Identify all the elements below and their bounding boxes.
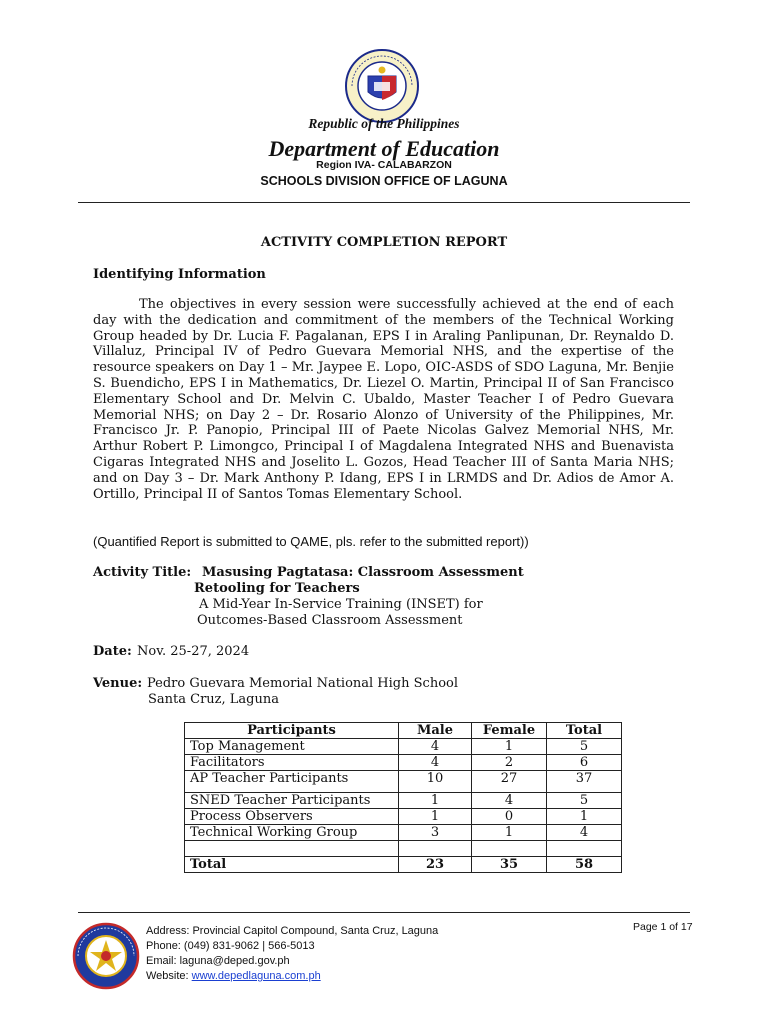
cell-total: 1 <box>547 809 622 825</box>
region-label: Region IVA- CALABARZON <box>316 159 452 171</box>
total-label: Total <box>185 857 399 873</box>
report-title: ACTIVITY COMPLETION REPORT <box>260 235 508 250</box>
participants-table <box>184 722 622 873</box>
activity-subtitle-line2: Outcomes-Based Classroom Assessment <box>197 613 463 628</box>
cell-label: Facilitators <box>185 755 399 771</box>
cell-empty <box>399 841 472 857</box>
cell-male: 1 <box>399 809 472 825</box>
cell-label: AP Teacher Participants <box>185 771 399 793</box>
cell-female: 27 <box>472 771 547 793</box>
activity-subtitle-line1: A Mid-Year In-Service Training (INSET) for <box>199 597 483 612</box>
cell-male: 10 <box>399 771 472 793</box>
footer-address: Address: Provincial Capitol Compound, Santa Cruz, Laguna <box>146 925 439 937</box>
department-heading: Department of Education <box>268 136 500 161</box>
col-header-participants: Participants <box>185 723 399 739</box>
venue-label: Venue: <box>93 676 143 691</box>
cell-female: 0 <box>472 809 547 825</box>
cell-empty <box>547 841 622 857</box>
identifying-heading: Identifying Information <box>93 267 266 282</box>
division-label: SCHOOLS DIVISION OFFICE OF LAGUNA <box>260 174 508 188</box>
deped-seal-logo <box>344 48 420 124</box>
website-link[interactable]: www.depedlaguna.com.ph <box>191 970 321 982</box>
cell-total: 6 <box>547 755 622 771</box>
footer-phone: Phone: (049) 831-9062 | 566-5013 <box>146 940 315 952</box>
cell-empty <box>472 841 547 857</box>
activity-label: Activity Title: <box>93 565 192 580</box>
table-row-blank <box>185 841 622 857</box>
cell-empty <box>185 841 399 857</box>
cell-label: Top Management <box>185 739 399 755</box>
cell-female: 2 <box>472 755 547 771</box>
venue-line1: Pedro Guevara Memorial National High School <box>147 676 459 691</box>
col-header-total: Total <box>547 723 622 739</box>
cell-female: 4 <box>472 793 547 809</box>
cell-female: 1 <box>472 739 547 755</box>
cell-male: 4 <box>399 739 472 755</box>
activity-title-line2: Retooling for Teachers <box>194 581 360 596</box>
header-divider <box>78 202 690 203</box>
venue-line2: Santa Cruz, Laguna <box>148 692 279 707</box>
cell-male: 4 <box>399 755 472 771</box>
footer-divider <box>78 912 690 913</box>
table-total-row <box>185 857 622 873</box>
date-label: Date: <box>93 644 132 659</box>
table-row <box>185 793 622 809</box>
total-female: 35 <box>472 857 547 873</box>
cell-total: 37 <box>547 771 622 793</box>
cell-label: SNED Teacher Participants <box>185 793 399 809</box>
cell-female: 1 <box>472 825 547 841</box>
activity-title-line1: Masusing Pagtatasa: Classroom Assessment <box>202 565 524 580</box>
cell-total: 4 <box>547 825 622 841</box>
table-header-row <box>185 723 622 739</box>
table-row <box>185 771 622 793</box>
col-header-female: Female <box>472 723 547 739</box>
date-value: Nov. 25-27, 2024 <box>137 644 250 659</box>
identifying-paragraph: The objectives in every session were successfully achieved at the end of each day with the dedication and commitment of the members of the Technical Working Group headed by Dr. Lucia F. Pagalanan, EPS I in Araling Panlipunan, Dr. Reynaldo D. Villaluz, Principal IV of Pedro Guevara Memorial NHS, and the expertise of the resource speakers on Day 1 – Mr. Jaypee E. Lopo, OIC-ASDS of SDO Laguna, Mr. Benjie S. Buendicho, EPS I in Mathematics, Dr. Liezel O. Martin, Principal II of San Francisco Elementary School and Dr. Melvin C. Ubaldo, Master Teacher I of Pedro Guevara Memorial NHS; on Day 2 – Dr. Rosario Alonzo of University of the Philippines, Mr. Francisco Jr. P. Panopio, Principal III of Paete Nicolas Galvez Memorial NHS, Mr. Arthur Robert P. Limongco, Principal I of Magdalena Integrated NHS and Buenavista Cigaras Integrated NHS and Joselito L. Gozos, Head Teacher III of Santa Maria NHS; and on Day 3 – Dr. Mark Anthony P. Idang, EPS I in LRMDS and Dr. Adios de Amor A. Ortillo, Principal II of Santos Tomas Elementary School. <box>93 297 674 502</box>
table-row <box>185 755 622 771</box>
cell-male: 1 <box>399 793 472 809</box>
division-seal-logo <box>72 922 140 990</box>
cell-male: 3 <box>399 825 472 841</box>
footer-website-row <box>146 970 321 982</box>
table-row <box>185 809 622 825</box>
cell-total: 5 <box>547 739 622 755</box>
table-row <box>185 825 622 841</box>
cell-label: Technical Working Group <box>185 825 399 841</box>
total-male: 23 <box>399 857 472 873</box>
footer-email: Email: laguna@deped.gov.ph <box>146 955 290 967</box>
quantified-note: (Quantified Report is submitted to QAME, pls. refer to the submitted report)) <box>93 534 529 549</box>
page-number: Page 1 of 17 <box>633 921 693 933</box>
total-total: 58 <box>547 857 622 873</box>
cell-label: Process Observers <box>185 809 399 825</box>
col-header-male: Male <box>399 723 472 739</box>
table-row <box>185 739 622 755</box>
cell-total: 5 <box>547 793 622 809</box>
footer-website-label: Website: <box>146 970 192 982</box>
republic-heading: Republic of the Philippines <box>308 116 460 131</box>
